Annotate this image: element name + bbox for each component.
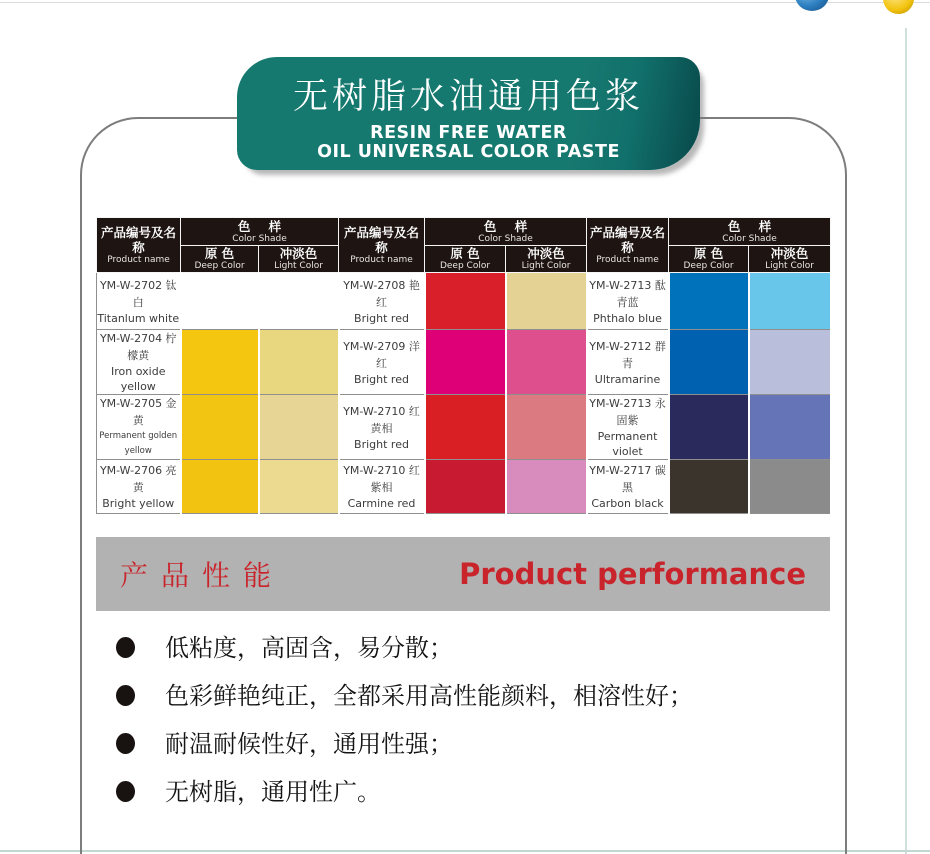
product-name-cell: YM-W-2713 酞青蓝 Phthalo blue: [587, 273, 669, 330]
swatch-light: [259, 395, 339, 460]
swatch-light: [749, 273, 831, 330]
bullet-dot-icon: [116, 733, 135, 754]
table-row: [97, 395, 831, 460]
swatch-light: [259, 330, 339, 395]
performance-bullet-list: [108, 632, 828, 824]
swatch-light: [506, 273, 587, 330]
page-title-chinese: 无树脂水油通用色浆: [292, 77, 644, 117]
table-row: [97, 330, 831, 395]
header-color-shade: 色 样 Color Shade: [425, 218, 587, 246]
swatch-deep: [181, 395, 259, 460]
swatch-deep: [181, 273, 259, 330]
header-deep-color: 原 色 Deep Color: [181, 246, 259, 273]
header-product-name: 产品编号及名称 Product name: [587, 218, 669, 273]
performance-heading-chinese: 产品性能: [120, 559, 285, 592]
page-title-english: [237, 124, 700, 162]
product-name-cell: YM-W-2705 金黄 Permanent golden yellow: [97, 395, 181, 460]
page-title-english-line1: RESIN FREE WATER: [370, 123, 567, 143]
table-row: [97, 460, 831, 514]
swatch-deep: [669, 395, 749, 460]
product-name-cell: YM-W-2704 柠檬黄 Iron oxide yellow: [97, 330, 181, 395]
bullet-dot-icon: [116, 637, 135, 658]
header-color-shade: 色 样 Color Shade: [669, 218, 831, 246]
swatch-deep: [669, 460, 749, 514]
list-item: 低粘度，高固含，易分散；: [108, 632, 828, 664]
top-divider: [0, 2, 930, 3]
product-name-cell: YM-W-2712 群青 Ultramarine: [587, 330, 669, 395]
right-edge-divider: [905, 28, 907, 854]
swatch-light: [506, 460, 587, 514]
header-product-name: 产品编号及名称 Product name: [97, 218, 181, 273]
swatch-light: [259, 460, 339, 514]
product-name-cell: YM-W-2710 红紫相 Carmine red: [339, 460, 425, 514]
swatch-light: [749, 395, 831, 460]
swatch-deep: [425, 330, 506, 395]
header-product-name: 产品编号及名称 Product name: [339, 218, 425, 273]
yellow-sphere-icon: [883, 0, 914, 14]
product-name-cell: YM-W-2713 永固紫 Permanent violet: [587, 395, 669, 460]
swatch-light: [749, 330, 831, 395]
product-name-cell: YM-W-2717 碳黑 Carbon black: [587, 460, 669, 514]
table-row: [97, 273, 831, 330]
header-light-color: 冲淡色 Light Color: [259, 246, 339, 273]
blue-sphere-icon: [795, 0, 829, 11]
list-item: 色彩鲜艳纯正，全都采用高性能颜料，相溶性好；: [108, 680, 828, 712]
title-banner: [237, 57, 700, 170]
swatch-deep: [181, 330, 259, 395]
color-shade-table: [96, 217, 832, 514]
header-deep-color: 原 色 Deep Color: [669, 246, 749, 273]
swatch-deep: [425, 273, 506, 330]
swatch-light: [506, 330, 587, 395]
list-item: 耐温耐候性好，通用性强；: [108, 728, 828, 760]
product-name-cell: YM-W-2702 钛白 Titanlum white: [97, 273, 181, 330]
swatch-deep: [669, 273, 749, 330]
product-name-cell: YM-W-2709 洋红 Bright red: [339, 330, 425, 395]
swatch-light: [506, 395, 587, 460]
list-item: 无树脂，通用性广。: [108, 776, 828, 808]
product-name-cell: YM-W-2708 艳红 Bright red: [339, 273, 425, 330]
product-performance-heading-bar: [96, 537, 830, 611]
header-light-color: 冲淡色 Light Color: [749, 246, 831, 273]
bullet-dot-icon: [116, 685, 135, 706]
swatch-deep: [181, 460, 259, 514]
swatch-deep: [425, 460, 506, 514]
page-title-english-line2: OIL UNIVERSAL COLOR PASTE: [317, 142, 620, 162]
product-name-cell: YM-W-2710 红黄相 Bright red: [339, 395, 425, 460]
swatch-light: [259, 273, 339, 330]
swatch-deep: [425, 395, 506, 460]
swatch-deep: [669, 330, 749, 395]
performance-heading-english: Product performance: [459, 557, 806, 591]
header-light-color: 冲淡色 Light Color: [506, 246, 587, 273]
header-deep-color: 原 色 Deep Color: [425, 246, 506, 273]
bullet-dot-icon: [116, 781, 135, 802]
swatch-light: [749, 460, 831, 514]
product-name-cell: YM-W-2706 亮黄 Bright yellow: [97, 460, 181, 514]
header-color-shade: 色 样 Color Shade: [181, 218, 339, 246]
